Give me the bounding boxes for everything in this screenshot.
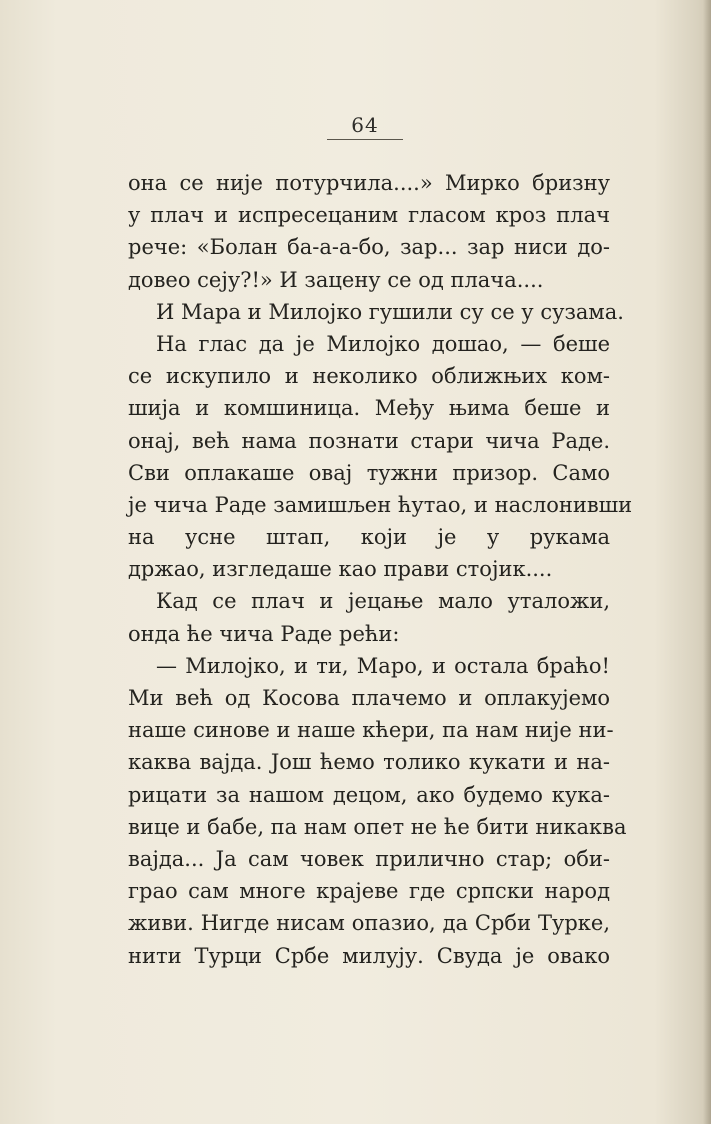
text-line: она се није потурчила....» Мирко бризну — [128, 171, 610, 195]
page-number-rule — [327, 139, 403, 140]
text-line: Кад се плач и јецање мало уталожи, — [156, 589, 610, 614]
text-line: нити Турци Србе милују. Свуда је овако — [128, 943, 610, 968]
text-line: Сви оплакаше овај тужни призор. Само — [128, 460, 610, 485]
text-line: се искупило и неколико оближњих ком- — [128, 364, 610, 389]
text-line: у плач и испресецаним гласом кроз плач — [128, 203, 610, 228]
text-line: на усне штап, који је у рукама — [128, 525, 610, 550]
text-line: рече: «Болан ба-а-а-бо, зар... зар ниси до- — [128, 235, 610, 260]
text-line: И Мара и Милојко гушили су се у сузама. — [156, 299, 624, 324]
text-line: је чича Раде замишљен ћутао, и наслонивши — [128, 492, 633, 517]
text-line: вице и бабе, па нам опет не ће бити никаква — [128, 814, 627, 839]
text-line: шија и комшиница. Међу њима беше и — [128, 396, 610, 421]
text-line: рицати за нашом децом, ако будемо кука- — [128, 782, 610, 807]
text-line: живи. Нигде нисам опазио, да Срби Турке, — [128, 911, 610, 936]
text-line: довео сеју?!» И зацену се од плача.... — [128, 267, 544, 292]
text-line: грао сам многе крајеве где српски народ — [128, 879, 610, 904]
text-line: На глас да је Милојко дошао, — беше — [156, 331, 610, 356]
text-line: онај, већ нама познати стари чича Раде. — [128, 428, 610, 453]
text-line: Ми већ од Косова плачемо и оплакујемо — [128, 686, 610, 710]
text-line: — Милојко, и ти, Маро, и остала браћо! — [156, 653, 610, 678]
text-line: каква вајда. Још ћемо толико кукати и на- — [128, 750, 610, 775]
text-line: наше синове и наше кћери, па нам није ни- — [128, 718, 614, 743]
text-line: вајда... Ја сам човек прилично стар; оби- — [128, 846, 610, 871]
text-line: држао, изгледаше као прави стојик.... — [128, 557, 553, 582]
body-text — [128, 167, 633, 972]
page-number: 64 — [351, 113, 379, 137]
text-line: онда ће чича Раде рећи: — [128, 621, 400, 646]
